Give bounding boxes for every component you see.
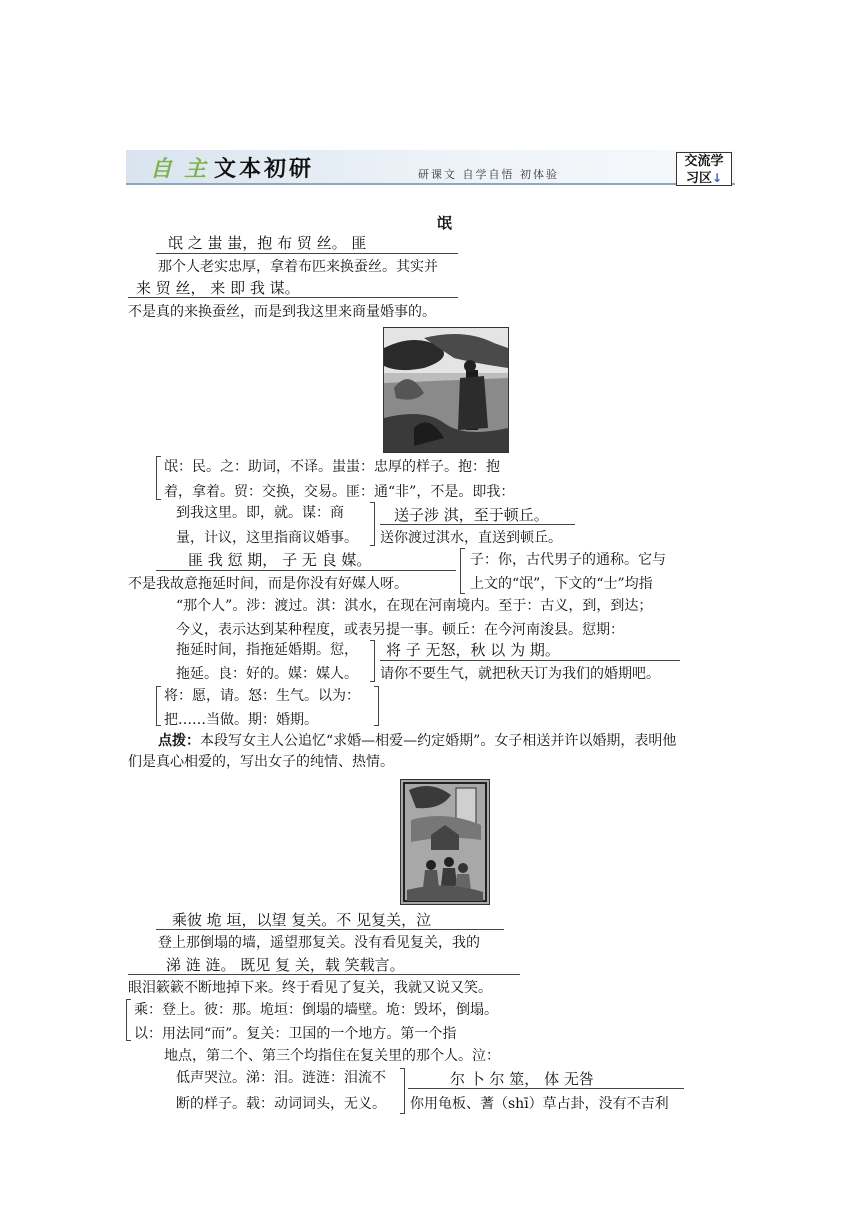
annotation-line: 以：用法同“而”。复关：卫国的一个地方。第一个指 [134, 1026, 457, 1042]
poem-title: 氓 [437, 214, 453, 232]
note-bracket [370, 502, 375, 546]
annotation-line: 拖延时间，指拖延婚期。愆， [176, 642, 358, 658]
translation-line: 那个人老实忠厚，拿着布匹来换蚕丝。其实并 [158, 259, 438, 275]
annotation-line: 氓：民。之：助词，不译。蚩蚩：忠厚的样子。抱：抱 [164, 459, 500, 475]
underline [128, 974, 520, 975]
zone-label-line1: 交流学 [684, 154, 724, 169]
zone-label-line2: 习区 [685, 171, 712, 186]
note-bracket [370, 640, 375, 682]
note-bracket [156, 686, 161, 726]
banner-tagline: 研课文 自学自悟 初体验 [418, 168, 559, 181]
exchange-zone-badge[interactable] [676, 152, 732, 186]
underline [408, 1088, 684, 1089]
underline [380, 660, 680, 661]
original-line: 氓 之 蚩 蚩，抱 布 贸 丝。 匪 [168, 234, 367, 252]
banner-title: 文本初研 [214, 156, 315, 182]
annotation-line: 今义，表示达到某种程度，或表另提一事。顿丘：在今河南浚县。愆期： [176, 622, 624, 638]
translation-line: 送你渡过淇水，直送到顿丘。 [380, 530, 562, 546]
tip-text: 本段写女主人公追忆“求婚—相爱—约定婚期”。女子相送并许以婚期，表明他 [200, 733, 677, 749]
underline [156, 253, 458, 254]
original-line: 送子涉 淇，至于顿丘。 [394, 506, 549, 524]
translation-line: 不是真的来换蚕丝，而是到我这里来商量婚事的。 [128, 304, 436, 320]
tip-paragraph [158, 731, 676, 751]
banner-title-char-2: 主 [184, 156, 207, 182]
original-line: 乘彼 垝 垣，以望 复关。不 见复关，泣 [172, 911, 432, 929]
illustration-lady-by-river [383, 327, 509, 453]
original-line: 涕 涟 涟。 既见 复 关，载 笑载言。 [166, 956, 405, 974]
annotation-line: 把……当做。期：婚期。 [164, 712, 318, 728]
original-line: 尔 卜 尔 筮， 体 无咎 [450, 1070, 594, 1088]
underline [156, 929, 504, 930]
note-bracket [156, 456, 161, 500]
underline [128, 297, 458, 298]
illustration-divination-scene [400, 779, 490, 905]
annotation-line: 地点，第二个、第三个均指住在复关里的那个人。泣： [164, 1048, 500, 1064]
annotation-line: 到我这里。即，就。谋：商 [176, 505, 344, 521]
translation-line: 你用龟板、蓍（shī）草占卦，没有不吉利 [410, 1096, 669, 1112]
original-line: 来 贸 丝， 来 即 我 谋。 [136, 279, 300, 297]
note-bracket [374, 686, 379, 726]
original-line: 将 子 无怒，秋 以 为 期。 [386, 641, 560, 659]
original-line: 匪 我 愆 期， 子 无 良 媒。 [188, 551, 372, 569]
annotation-line: 将：愿，请。怒：生气。以为： [164, 688, 360, 704]
annotation-line: 量，计议，这里指商议婚事。 [176, 530, 358, 546]
annotation-line: 着，拿着。贸：交换，交易。匪：通“非”，不是。即我： [164, 484, 515, 500]
translation-line: 眼泪簌簌不断地掉下来。终于看见了复关，我就又说又笑。 [128, 980, 492, 996]
arrow-down-icon: ↓ [711, 171, 723, 185]
translation-line: 不是我故意拖延时间，而是你没有好媒人呀。 [128, 576, 408, 592]
translation-line: 登上那倒塌的墙，遥望那复关。没有看见复关，我的 [158, 935, 480, 951]
annotation-line: 低声哭泣。涕：泪。涟涟：泪流不 [176, 1070, 386, 1086]
annotation-line: 子：你，古代男子的通称。它与 [470, 552, 666, 568]
banner-title-char-1: 自 [150, 156, 173, 182]
translation-line: 请你不要生气，就把秋天订为我们的婚期吧。 [380, 666, 660, 682]
note-bracket [460, 548, 465, 594]
banner-underline [126, 183, 735, 185]
annotation-line: 上文的“氓”，下文的“士”均指 [470, 576, 653, 592]
annotation-line: 断的样子。载：动词词头，无义。 [176, 1096, 386, 1112]
note-bracket [400, 1068, 405, 1114]
tip-label: 点拨： [158, 733, 200, 749]
underline [156, 570, 456, 571]
note-bracket [126, 999, 131, 1041]
annotation-line: 乘：登上。彼：那。垝垣：倒塌的墙壁。垝：毁坏，倒塌。 [134, 1002, 498, 1018]
annotation-line: 拖延。良：好的。媒：媒人。 [176, 666, 358, 682]
annotation-line: “那个人”。涉：渡过。淇：淇水，在现在河南境内。至于：古义，到，到达； [176, 598, 653, 614]
tip-text: 们是真心相爱的，写出女子的纯情、热情。 [128, 754, 394, 770]
underline [380, 524, 575, 525]
